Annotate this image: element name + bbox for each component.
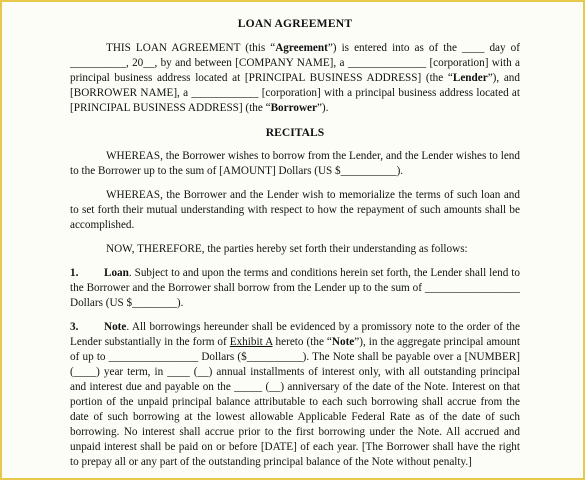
section-1-text: . Subject to and upon the terms and conditions herein set forth, the Lender shall lend to the Borrower and the Borrower shall borrow from the Lender up to the sum of _________________ Dollars (US $________).: [70, 267, 520, 309]
document-title: LOAN AGREEMENT: [237, 17, 353, 30]
section-3-number: 3.: [70, 321, 79, 333]
now-therefore-paragraph: NOW, THEREFORE, the parties hereby set forth their understanding as follows:: [106, 243, 468, 255]
section-3-note: [70, 320, 520, 470]
section-3-text-a: . All borrowings hereunder shall be evidenced by a promissory note to the order of the Lender substantially in the form of: [70, 321, 520, 348]
borrower-term: Borrower: [270, 102, 317, 114]
intro-text-e: ”), and [BORROWER NAME], a ____________ [corporation] with a principal business address located at [PRINCIPAL BUSINESS ADDRESS] (the “: [70, 72, 520, 114]
note-term: Note: [331, 336, 355, 348]
recitals-heading: RECITALS: [265, 126, 325, 139]
intro-text-g: ”).: [316, 102, 329, 114]
section-3-text-b: hereto (the “: [272, 336, 332, 348]
intro-text-a: THIS LOAN AGREEMENT (this “: [106, 42, 276, 54]
intro-text-c: ”) is entered into as of the ____ day of __________, 20__, by and between [COMPANY NAME], a ______________ [corporation] with a principal business address located at [PRINCIPAL BUSINESS ADDRESS] (the “: [70, 42, 520, 84]
section-3-text-c: ”), in the aggregate principal amount of up to ________________ Dollars ($__________). The Note shall be payable over a [NUMBER] (____) year term, in ____ (__) annual installments of interest only, with all outstanding principal and interest due and payable on the _____ (__) anniversary of the date of the Note. Interest on that portion of the unpaid principal balance attributable to each such borrowing shall accrue from the date of such borrowing at the lowest allowable Applicable Federal Rate as of the date of such borrowing. No interest shall accrue prior to the first borrowing under the Note. All accrued and unpaid interest shall be paid on or before [DATE] of each year. [The Borrower shall have the right to prepay all or any part of the outstanding principal balance of the Note without penalty.]: [70, 336, 520, 468]
intro-paragraph: [70, 41, 520, 116]
lender-term: Lender: [452, 72, 488, 84]
section-3-heading: Note: [104, 321, 127, 333]
document-page: [70, 16, 520, 479]
section-1-heading: Loan: [104, 267, 129, 279]
section-1-loan: [70, 266, 520, 311]
exhibit-a-reference: Exhibit A: [229, 336, 273, 348]
section-1-number: 1.: [70, 267, 79, 279]
whereas-paragraph-2: WHEREAS, the Borrower and the Lender wish to memorialize the terms of such loan and to set forth their mutual understanding with respect to how the repayment of such amounts shall be accomplished.: [70, 189, 520, 231]
whereas-paragraph-1: WHEREAS, the Borrower wishes to borrow from the Lender, and the Lender wishes to lend to the Borrower up to the sum of [AMOUNT] Dollars (US $__________).: [70, 150, 520, 177]
agreement-term: Agreement: [275, 42, 328, 54]
